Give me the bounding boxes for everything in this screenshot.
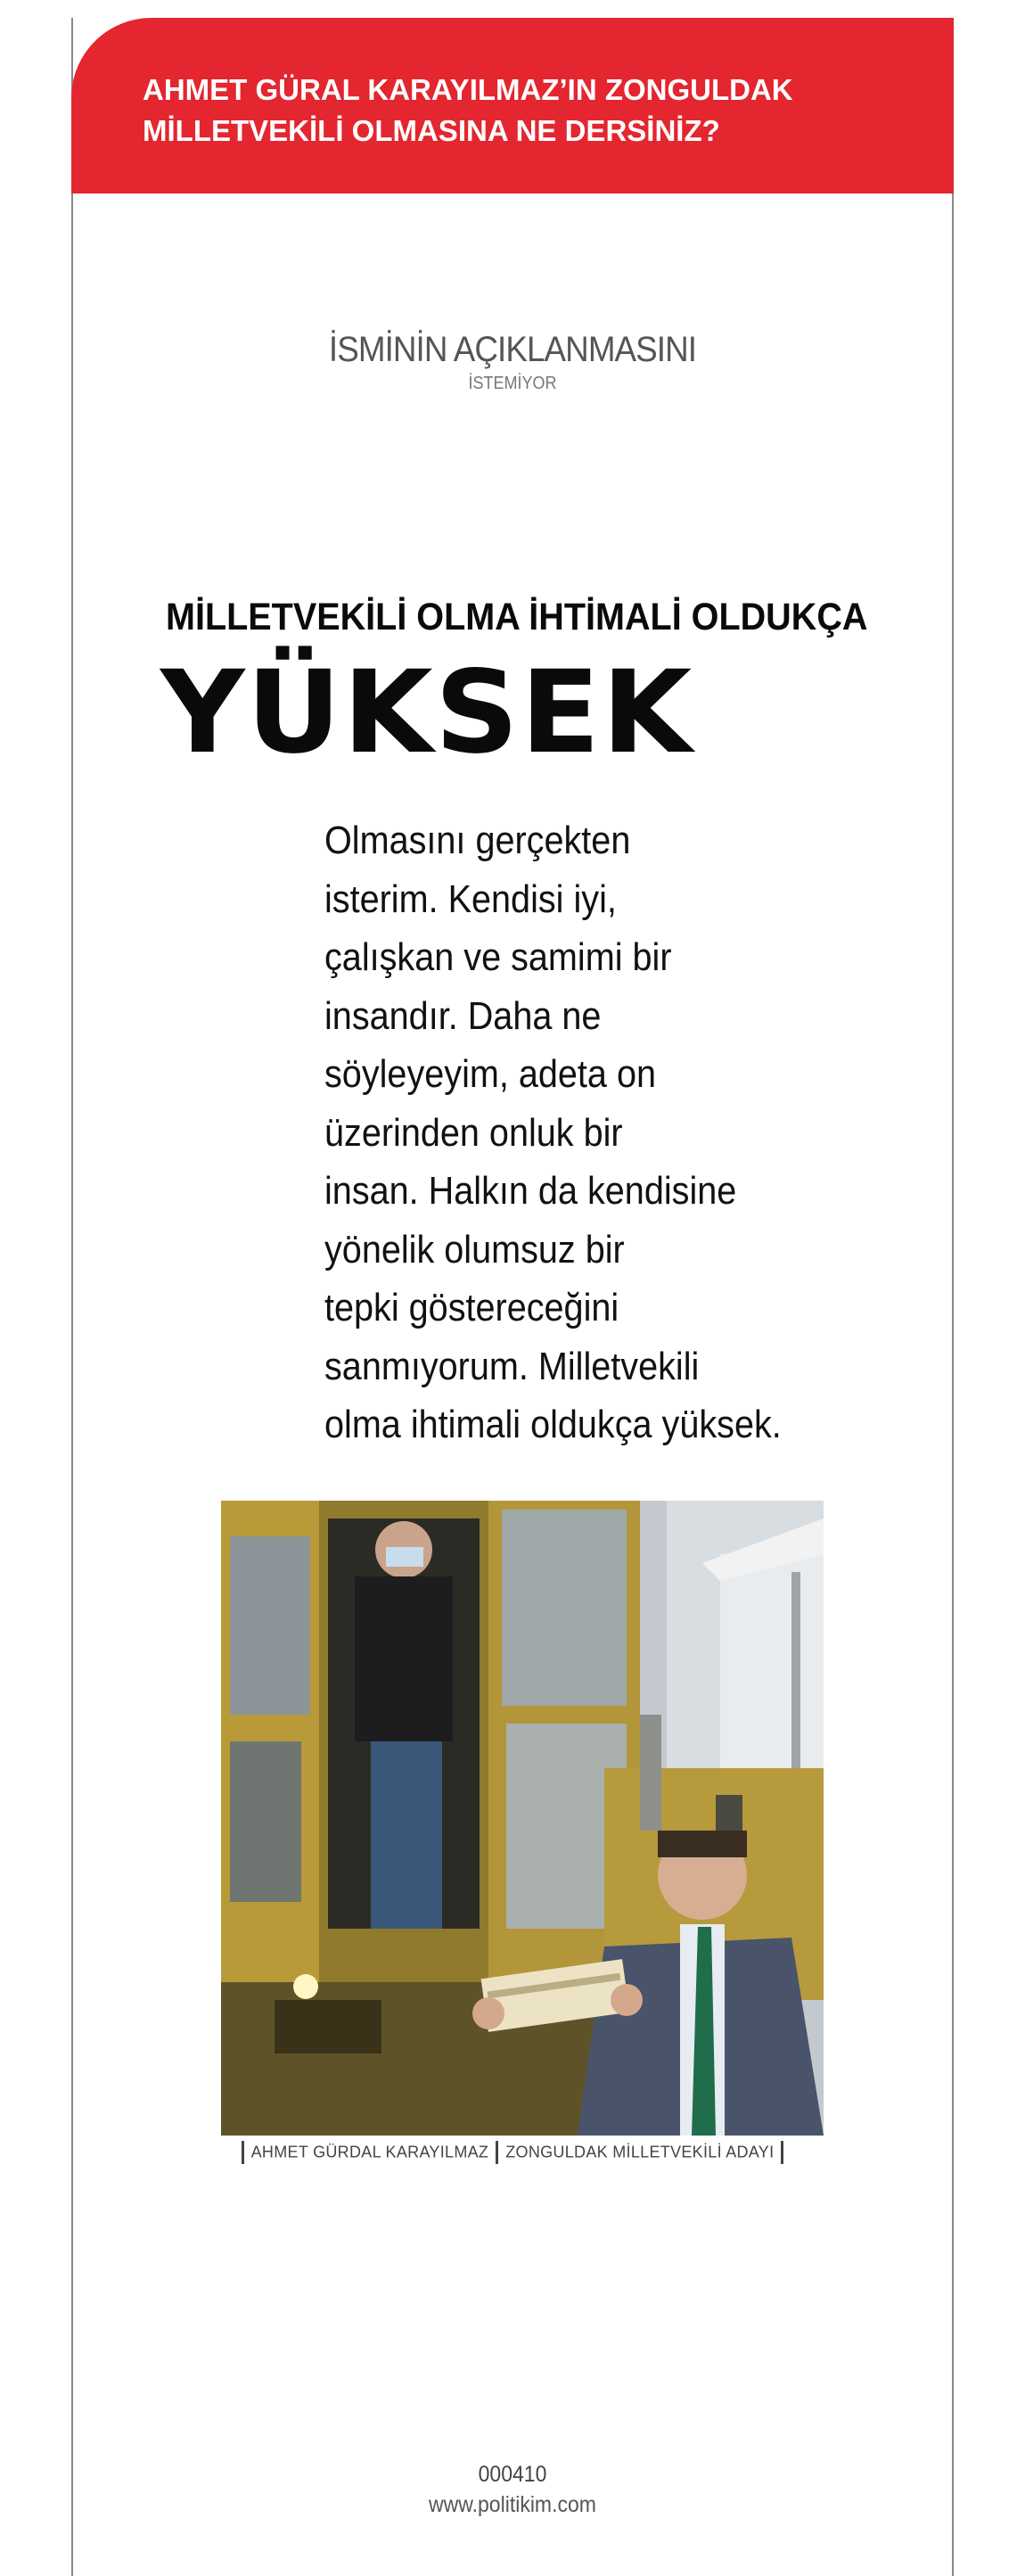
- quote-line: olma ihtimali oldukça yüksek.: [324, 1403, 782, 1446]
- quote-line: tepki göstereceğini: [324, 1286, 619, 1329]
- photo-construction-vehicle-icon: [221, 1501, 824, 2136]
- quote-line: isterim. Kendisi iyi,: [324, 876, 617, 921]
- quote-line: yönelik olumsuz bir: [324, 1227, 625, 1272]
- caption-role: ZONGULDAK MİLLETVEKİLİ ADAYI: [505, 2143, 775, 2161]
- caption-divider: [781, 2141, 783, 2164]
- footer-url[interactable]: www.politikim.com: [429, 2492, 596, 2517]
- photo-caption: [0, 2141, 1025, 2164]
- caption-divider: [242, 2141, 244, 2164]
- source-name: İSMİNİN AÇIKLANMASINI: [328, 330, 697, 369]
- quote-line: çalışkan ve samimi bir: [324, 935, 672, 979]
- footer: [0, 2459, 1025, 2520]
- quote-line: Olmasını gerçekten: [324, 819, 631, 862]
- header-banner: [71, 18, 954, 193]
- quote-line: insandır. Daha ne: [324, 993, 602, 1038]
- headline-small: MİLLETVEKİLİ OLMA İHTİMALİ OLDUKÇA: [166, 596, 868, 638]
- banner-title: AHMET GÜRAL KARAYILMAZ’IN ZONGULDAK MİLLETVEKİLİ OLMASINA NE DERSİNİZ?: [143, 73, 793, 147]
- candidate-photo: [221, 1501, 824, 2136]
- source-subtitle: İSTEMİYOR: [468, 374, 557, 393]
- source-block: [0, 330, 1025, 394]
- caption-name: AHMET GÜRDAL KARAYILMAZ: [250, 2143, 489, 2161]
- quote-line: söyleyeyim, adeta on: [324, 1052, 657, 1096]
- caption-divider: [496, 2141, 498, 2164]
- quote-line: insan. Halkın da kendisine: [324, 1169, 737, 1213]
- quote-line: sanmıyorum. Milletvekili: [324, 1344, 700, 1388]
- quote-text: [324, 811, 806, 1454]
- quote-line: üzerinden onluk bir: [324, 1110, 623, 1155]
- footer-code: 000410: [478, 2462, 547, 2487]
- headline-big: YÜKSEK: [160, 646, 694, 779]
